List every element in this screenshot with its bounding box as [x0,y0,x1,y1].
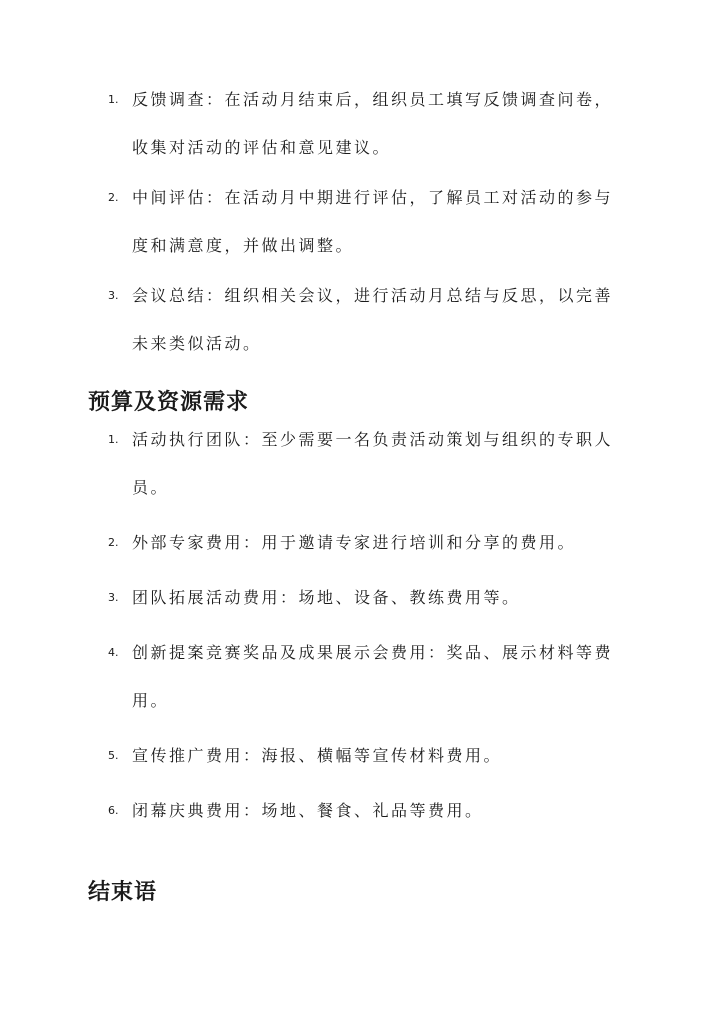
list-item-text: 创新提案竞赛奖品及成果展示会费用：奖品、展示材料等费用。 [132,643,614,710]
section-heading-closing: 结束语 [88,879,158,905]
list-item [0,174,720,270]
list-item-text: 中间评估：在活动月中期进行评估，了解员工对活动的参与度和满意度，并做出调整。 [132,188,614,255]
list-item-text: 活动执行团队：至少需要一名负责活动策划与组织的专职人员。 [132,430,614,497]
list-item-text: 外部专家费用：用于邀请专家进行培训和分享的费用。 [132,533,577,552]
list-item [0,787,720,835]
list-item-text: 反馈调查：在活动月结束后，组织员工填写反馈调查问卷，收集对活动的评估和意见建议。 [132,90,614,157]
list-item-number: 5. [108,749,119,762]
list-item [0,272,720,368]
list-item-number: 1. [108,433,119,446]
list-item-text: 宣传推广费用：海报、横幅等宣传材料费用。 [132,746,503,765]
list-item-number: 2. [108,536,119,549]
list-item-number: 1. [108,93,119,106]
list-item-number: 2. [108,191,119,204]
list-item-number: 3. [108,591,119,604]
list-item [0,519,720,567]
list-item-text: 团队拓展活动费用：场地、设备、教练费用等。 [132,588,521,607]
evaluation-list [0,76,720,370]
list-item [0,574,720,622]
budget-list [0,416,720,842]
list-item-number: 6. [108,804,119,817]
list-item-number: 3. [108,289,119,302]
list-item [0,629,720,725]
list-item-text: 会议总结：组织相关会议，进行活动月总结与反思，以完善未来类似活动。 [132,286,614,353]
list-item [0,732,720,780]
section-heading-budget: 预算及资源需求 [88,389,250,415]
list-item [0,76,720,172]
list-item-text: 闭幕庆典费用：场地、餐食、礼品等费用。 [132,801,484,820]
list-item-number: 4. [108,646,119,659]
list-item [0,416,720,512]
